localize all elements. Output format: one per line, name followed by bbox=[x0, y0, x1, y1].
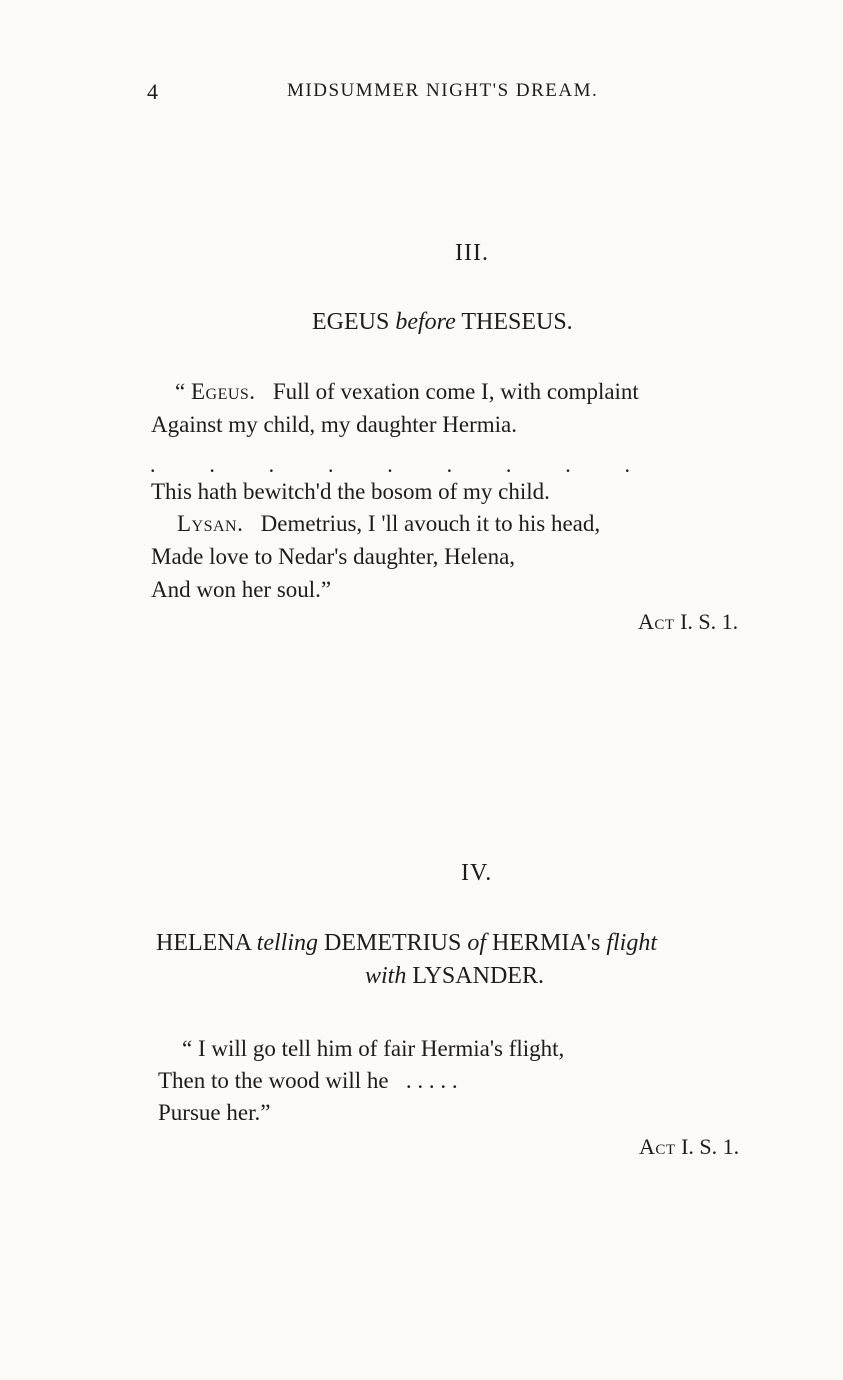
ellipsis-row bbox=[150, 452, 630, 478]
line-text: Full of vexation come I, with complaint bbox=[272, 379, 639, 404]
act-scene-citation bbox=[638, 609, 738, 635]
section-heading-iv bbox=[156, 930, 657, 957]
ellipsis-dot: . bbox=[446, 452, 453, 477]
heading-word-telling: telling bbox=[256, 930, 318, 956]
verse-line: This hath bewitch'd the bosom of my child. bbox=[151, 479, 550, 504]
citation-ref: I. S. 1. bbox=[680, 609, 739, 634]
page-number: 4 bbox=[147, 79, 158, 104]
verse-line: And won her soul.” bbox=[151, 577, 332, 602]
running-title: MIDSUMMER NIGHT'S DREAM. bbox=[287, 80, 599, 101]
trailing-dots: . . . . . bbox=[405, 1068, 458, 1093]
ellipsis-dot: . bbox=[150, 452, 156, 477]
verse-line bbox=[175, 380, 639, 403]
ellipsis-dot: . bbox=[505, 452, 512, 477]
heading-word-of: of bbox=[467, 930, 486, 956]
verse-line: “ I will go tell him of fair Hermia's flight, bbox=[182, 1036, 565, 1061]
citation-act: Act bbox=[639, 1134, 676, 1159]
heading-word-before: before bbox=[395, 309, 456, 335]
heading-word-flight: flight bbox=[606, 930, 657, 956]
heading-name-helena: HELENA bbox=[156, 930, 251, 956]
line-text: Demetrius, I 'll avouch it to his head, bbox=[260, 511, 601, 536]
ellipsis-dot: . bbox=[565, 452, 571, 477]
section-numeral-iii: III. bbox=[455, 240, 489, 266]
heading-name-hermia: HERMIA's bbox=[492, 930, 601, 956]
heading-name-egeus: EGEUS bbox=[312, 309, 390, 335]
line-text: Then to the wood will he bbox=[158, 1068, 389, 1093]
section-numeral-iv: IV. bbox=[461, 860, 493, 886]
verse-line: Against my child, my daughter Hermia. bbox=[151, 412, 518, 437]
speaker-name: Lysan. bbox=[177, 511, 244, 536]
heading-name-theseus: THESEUS. bbox=[461, 309, 573, 335]
act-scene-citation bbox=[639, 1134, 739, 1160]
heading-name-demetrius: DEMETRIUS bbox=[323, 930, 462, 956]
ellipsis-dot: . bbox=[327, 452, 334, 477]
verse-line: Made love to Nedar's daughter, Helena, bbox=[151, 544, 516, 569]
citation-ref: I. S. 1. bbox=[681, 1134, 740, 1159]
section-heading-iii bbox=[312, 309, 573, 336]
ellipsis-dot: . bbox=[387, 452, 393, 477]
verse-line: Pursue her.” bbox=[158, 1100, 271, 1125]
ellipsis-dot: . bbox=[268, 452, 275, 477]
ellipsis-dot: . bbox=[624, 452, 630, 477]
open-quote: “ bbox=[175, 379, 186, 404]
ellipsis-dot: . bbox=[209, 452, 215, 477]
section-heading-iv-line2 bbox=[365, 963, 544, 990]
speaker-name: Egeus. bbox=[190, 379, 256, 404]
heading-name-lysander: LYSANDER. bbox=[412, 963, 544, 989]
verse-line bbox=[158, 1069, 458, 1092]
heading-word-with: with bbox=[365, 963, 407, 989]
citation-act: Act bbox=[638, 609, 675, 634]
verse-line bbox=[177, 512, 600, 535]
